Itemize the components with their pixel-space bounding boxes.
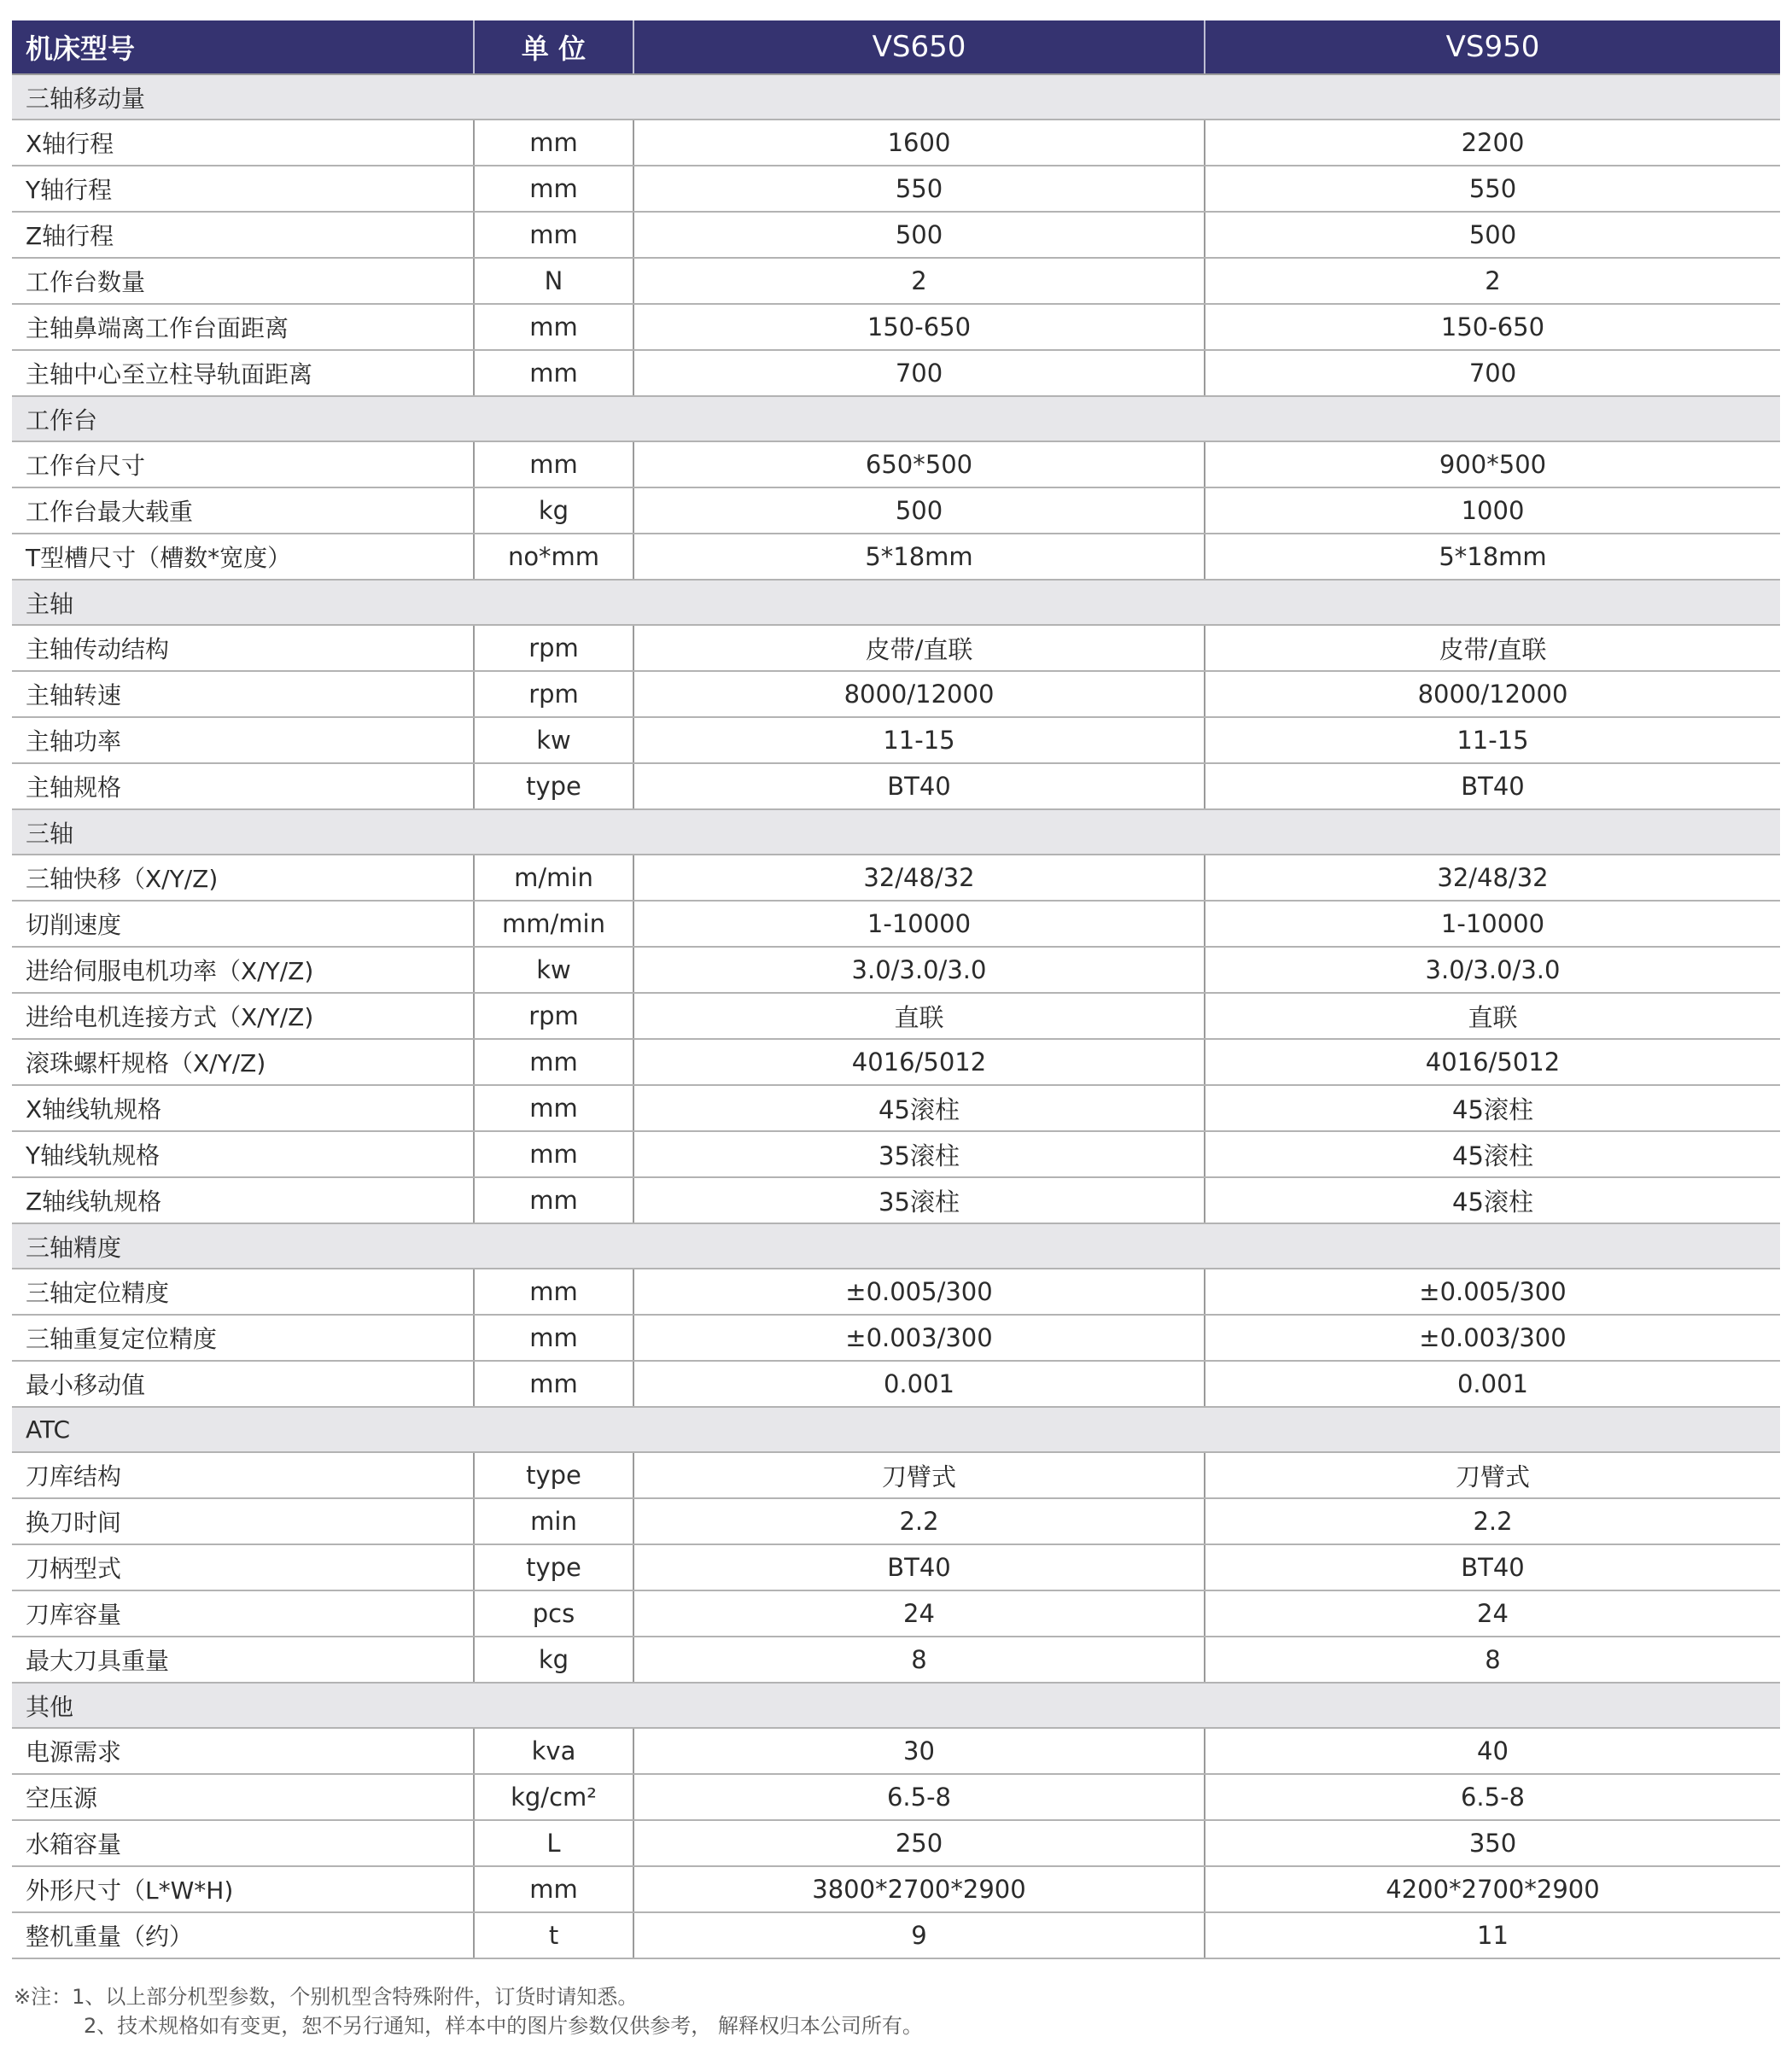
section-header — [12, 1683, 1780, 1728]
table-row — [12, 166, 1780, 212]
value-vs950: 45滚柱 — [1205, 1085, 1780, 1131]
param-name: 水箱容量 — [12, 1820, 474, 1866]
value-vs650: 35滚柱 — [633, 1131, 1205, 1177]
value-vs650: 直联 — [633, 993, 1205, 1039]
param-name: X轴行程 — [12, 120, 474, 166]
param-name: 外形尺寸（L*W*H) — [12, 1866, 474, 1912]
value-vs650: 1600 — [633, 120, 1205, 166]
header-model-vs950: VS950 — [1205, 20, 1780, 74]
table-row — [12, 1315, 1780, 1361]
table-body — [12, 74, 1780, 1958]
param-name: Z轴线轨规格 — [12, 1177, 474, 1223]
footnotes — [14, 1982, 923, 2040]
param-name: 进给伺服电机功率（X/Y/Z) — [12, 947, 474, 993]
value-vs650: 3800*2700*2900 — [633, 1866, 1205, 1912]
header-model-label: 机床型号 — [12, 20, 474, 74]
section-header — [12, 396, 1780, 441]
value-vs950: 45滚柱 — [1205, 1177, 1780, 1223]
value-vs950: 刀臂式 — [1205, 1452, 1780, 1498]
value-vs950: 4200*2700*2900 — [1205, 1866, 1780, 1912]
param-name: 主轴转速 — [12, 671, 474, 717]
value-vs950: 550 — [1205, 166, 1780, 212]
param-unit: mm — [474, 1361, 633, 1407]
table-row — [12, 1498, 1780, 1544]
param-unit: L — [474, 1820, 633, 1866]
value-vs650: 4016/5012 — [633, 1039, 1205, 1085]
value-vs650: BT40 — [633, 1544, 1205, 1590]
value-vs950: 直联 — [1205, 993, 1780, 1039]
param-name: 工作台尺寸 — [12, 441, 474, 487]
table-row — [12, 120, 1780, 166]
param-name: 进给电机连接方式（X/Y/Z) — [12, 993, 474, 1039]
spec-table — [12, 20, 1780, 1959]
param-name: Y轴行程 — [12, 166, 474, 212]
param-name: 工作台最大载重 — [12, 487, 474, 534]
table-row — [12, 441, 1780, 487]
value-vs650: 24 — [633, 1590, 1205, 1637]
param-name: Y轴线轨规格 — [12, 1131, 474, 1177]
param-name: 电源需求 — [12, 1728, 474, 1774]
value-vs950: 24 — [1205, 1590, 1780, 1637]
param-name: 刀柄型式 — [12, 1544, 474, 1590]
value-vs950: BT40 — [1205, 1544, 1780, 1590]
value-vs650: 30 — [633, 1728, 1205, 1774]
param-name: 空压源 — [12, 1774, 474, 1820]
value-vs950: 2.2 — [1205, 1498, 1780, 1544]
param-name: 主轴中心至立柱导轨面距离 — [12, 350, 474, 396]
value-vs650: 32/48/32 — [633, 855, 1205, 901]
value-vs950: 11-15 — [1205, 717, 1780, 763]
value-vs650: 35滚柱 — [633, 1177, 1205, 1223]
table-row — [12, 1590, 1780, 1637]
value-vs950: 32/48/32 — [1205, 855, 1780, 901]
section-title: ATC — [12, 1407, 1780, 1452]
value-vs650: 250 — [633, 1820, 1205, 1866]
value-vs950: 500 — [1205, 212, 1780, 258]
value-vs650: BT40 — [633, 763, 1205, 809]
table-row — [12, 1039, 1780, 1085]
param-name: X轴线轨规格 — [12, 1085, 474, 1131]
param-unit: rpm — [474, 671, 633, 717]
param-unit: no*mm — [474, 534, 633, 580]
param-name: 换刀时间 — [12, 1498, 474, 1544]
param-name: 切削速度 — [12, 901, 474, 947]
value-vs950: ±0.003/300 — [1205, 1315, 1780, 1361]
table-row — [12, 1912, 1780, 1958]
section-header — [12, 1407, 1780, 1452]
param-unit: kg/cm² — [474, 1774, 633, 1820]
value-vs950: BT40 — [1205, 763, 1780, 809]
param-name: 整机重量（约） — [12, 1912, 474, 1958]
value-vs650: 150-650 — [633, 304, 1205, 350]
param-unit: mm — [474, 120, 633, 166]
param-unit: mm — [474, 1269, 633, 1315]
table-row — [12, 1452, 1780, 1498]
param-name: 滚珠螺杆规格（X/Y/Z) — [12, 1039, 474, 1085]
value-vs650: 8000/12000 — [633, 671, 1205, 717]
param-unit: kva — [474, 1728, 633, 1774]
value-vs650: 5*18mm — [633, 534, 1205, 580]
table-row — [12, 534, 1780, 580]
value-vs650: 45滚柱 — [633, 1085, 1205, 1131]
param-name: 最大刀具重量 — [12, 1637, 474, 1683]
value-vs650: 11-15 — [633, 717, 1205, 763]
value-vs950: 40 — [1205, 1728, 1780, 1774]
table-row — [12, 1269, 1780, 1315]
value-vs950: 700 — [1205, 350, 1780, 396]
param-name: 刀库结构 — [12, 1452, 474, 1498]
param-name: 三轴重复定位精度 — [12, 1315, 474, 1361]
header-unit-label: 单 位 — [474, 20, 633, 74]
value-vs950: 皮带/直联 — [1205, 625, 1780, 671]
section-title: 主轴 — [12, 580, 1780, 625]
value-vs650: 6.5-8 — [633, 1774, 1205, 1820]
value-vs950: 8 — [1205, 1637, 1780, 1683]
value-vs650: 700 — [633, 350, 1205, 396]
header-model-vs650: VS650 — [633, 20, 1205, 74]
param-unit: mm — [474, 441, 633, 487]
value-vs950: 45滚柱 — [1205, 1131, 1780, 1177]
param-name: 主轴鼻端离工作台面距离 — [12, 304, 474, 350]
value-vs650: 刀臂式 — [633, 1452, 1205, 1498]
param-unit: mm — [474, 1085, 633, 1131]
param-unit: kw — [474, 717, 633, 763]
param-unit: min — [474, 1498, 633, 1544]
value-vs950: 900*500 — [1205, 441, 1780, 487]
table-row — [12, 304, 1780, 350]
param-name: 主轴传动结构 — [12, 625, 474, 671]
section-title: 三轴移动量 — [12, 74, 1780, 120]
value-vs950: 0.001 — [1205, 1361, 1780, 1407]
param-unit: type — [474, 763, 633, 809]
value-vs650: 550 — [633, 166, 1205, 212]
value-vs650: 1-10000 — [633, 901, 1205, 947]
param-name: 主轴功率 — [12, 717, 474, 763]
section-header — [12, 1223, 1780, 1269]
param-name: 最小移动值 — [12, 1361, 474, 1407]
value-vs950: 6.5-8 — [1205, 1774, 1780, 1820]
value-vs950: 11 — [1205, 1912, 1780, 1958]
table-row — [12, 993, 1780, 1039]
table-row — [12, 1866, 1780, 1912]
param-unit: rpm — [474, 625, 633, 671]
section-title: 工作台 — [12, 396, 1780, 441]
table-row — [12, 625, 1780, 671]
value-vs950: 4016/5012 — [1205, 1039, 1780, 1085]
param-unit: kg — [474, 487, 633, 534]
table-row — [12, 947, 1780, 993]
value-vs650: 2.2 — [633, 1498, 1205, 1544]
section-header — [12, 580, 1780, 625]
param-name: 刀库容量 — [12, 1590, 474, 1637]
table-row — [12, 1131, 1780, 1177]
param-unit: mm — [474, 350, 633, 396]
table-header — [12, 20, 1780, 74]
value-vs650: 8 — [633, 1637, 1205, 1683]
param-name: Z轴行程 — [12, 212, 474, 258]
table-row — [12, 763, 1780, 809]
value-vs650: 650*500 — [633, 441, 1205, 487]
section-header — [12, 74, 1780, 120]
param-unit: t — [474, 1912, 633, 1958]
value-vs950: ±0.005/300 — [1205, 1269, 1780, 1315]
table-row — [12, 1637, 1780, 1683]
value-vs950: 2 — [1205, 258, 1780, 304]
param-unit: type — [474, 1452, 633, 1498]
param-unit: N — [474, 258, 633, 304]
table-row — [12, 671, 1780, 717]
param-unit: rpm — [474, 993, 633, 1039]
table-row — [12, 1728, 1780, 1774]
section-title: 三轴 — [12, 809, 1780, 855]
value-vs950: 5*18mm — [1205, 534, 1780, 580]
table-row — [12, 212, 1780, 258]
value-vs650: ±0.005/300 — [633, 1269, 1205, 1315]
table-row — [12, 1820, 1780, 1866]
value-vs650: 皮带/直联 — [633, 625, 1205, 671]
table-row — [12, 717, 1780, 763]
param-unit: kw — [474, 947, 633, 993]
value-vs950: 150-650 — [1205, 304, 1780, 350]
value-vs650: 500 — [633, 487, 1205, 534]
section-title: 三轴精度 — [12, 1223, 1780, 1269]
param-unit: mm — [474, 212, 633, 258]
table-row — [12, 350, 1780, 396]
param-name: 三轴定位精度 — [12, 1269, 474, 1315]
value-vs650: ±0.003/300 — [633, 1315, 1205, 1361]
param-unit: kg — [474, 1637, 633, 1683]
table-row — [12, 1544, 1780, 1590]
param-name: T型槽尺寸（槽数*宽度） — [12, 534, 474, 580]
section-header — [12, 809, 1780, 855]
table-row — [12, 1361, 1780, 1407]
param-unit: mm — [474, 1131, 633, 1177]
value-vs650: 2 — [633, 258, 1205, 304]
param-name: 工作台数量 — [12, 258, 474, 304]
param-unit: mm — [474, 1315, 633, 1361]
table-row — [12, 901, 1780, 947]
footnote-1: ※注：1、以上部分机型参数，个别机型含特殊附件，订货时请知悉。 — [14, 1985, 639, 2009]
value-vs650: 9 — [633, 1912, 1205, 1958]
param-unit: mm — [474, 1177, 633, 1223]
value-vs650: 3.0/3.0/3.0 — [633, 947, 1205, 993]
footnote-2: 2、技术规格如有变更，恕不另行通知，样本中的图片参数仅供参考， 解释权归本公司所有。 — [84, 2014, 923, 2038]
section-title: 其他 — [12, 1683, 1780, 1728]
param-unit: mm — [474, 1039, 633, 1085]
value-vs950: 2200 — [1205, 120, 1780, 166]
param-unit: mm — [474, 304, 633, 350]
table-row — [12, 1085, 1780, 1131]
table-row — [12, 487, 1780, 534]
value-vs650: 500 — [633, 212, 1205, 258]
param-unit: mm — [474, 1866, 633, 1912]
value-vs950: 350 — [1205, 1820, 1780, 1866]
value-vs950: 1000 — [1205, 487, 1780, 534]
param-unit: m/min — [474, 855, 633, 901]
param-unit: type — [474, 1544, 633, 1590]
param-unit: mm — [474, 166, 633, 212]
table-row — [12, 1177, 1780, 1223]
value-vs950: 8000/12000 — [1205, 671, 1780, 717]
table-row — [12, 855, 1780, 901]
param-name: 主轴规格 — [12, 763, 474, 809]
table-row — [12, 258, 1780, 304]
param-unit: pcs — [474, 1590, 633, 1637]
param-unit: mm/min — [474, 901, 633, 947]
table-row — [12, 1774, 1780, 1820]
param-name: 三轴快移（X/Y/Z) — [12, 855, 474, 901]
value-vs950: 1-10000 — [1205, 901, 1780, 947]
value-vs650: 0.001 — [633, 1361, 1205, 1407]
value-vs950: 3.0/3.0/3.0 — [1205, 947, 1780, 993]
